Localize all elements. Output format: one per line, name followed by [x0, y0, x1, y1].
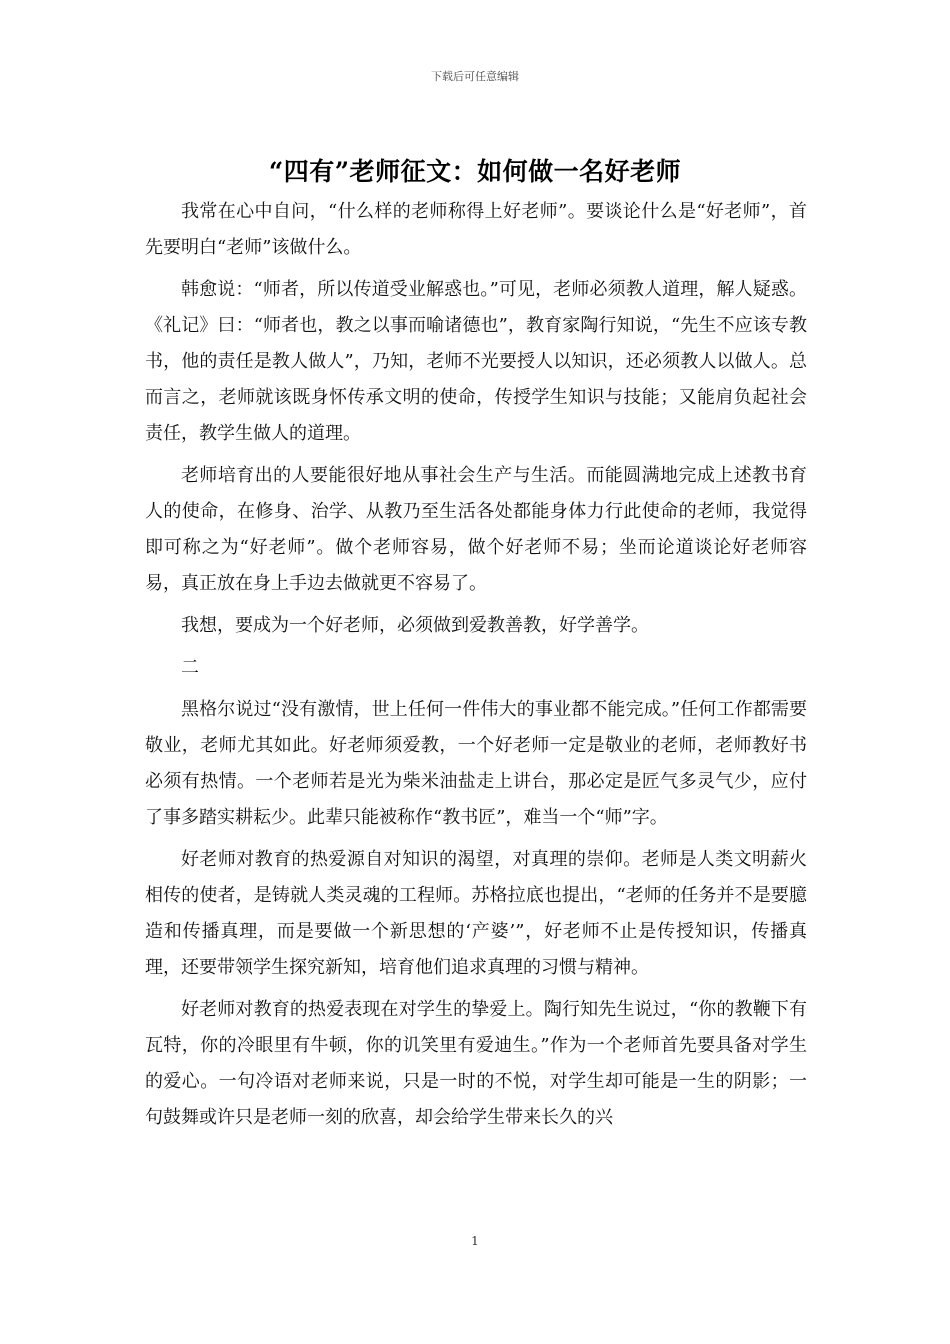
paragraph-1: 我常在心中自问，“什么样的老师称得上好老师”。要谈论什么是“好老师”，首先要明白“老师”该做什么。	[145, 201, 807, 258]
page-title: “四有”老师征文：如何做一名好老师	[268, 157, 682, 186]
paragraph-3: 老师培育出的人要能很好地从事社会生产与生活。而能圆满地完成上述教书育人的使命，在修身、治学、从教乃至生活各处都能身体力行此使命的老师，我觉得即可称之为“好老师”。做个老师容易，做个好老师不易；坐而论道谈论好老师容易，真正放在身上手边去做就更不容易了。	[145, 465, 807, 594]
paragraph-4: 我想，要成为一个好老师，必须做到爱教善教，好学善学。	[181, 615, 649, 636]
section-marker: 二	[181, 657, 199, 678]
paragraph-2: 韩愈说：“师者，所以传道受业解惑也。”可见，老师必须教人道理，解人疑惑。《礼记》曰：“师者也，教之以事而喻诸德也”，教育家陶行知说，“先生不应该专教书，他的责任是教人做人”，乃知，老师不光要授人以知识，还必须教人以做人。总而言之，老师就该既身怀传承文明的使命，传授学生知识与技能；又能肩负起社会责任，教学生做人的道理。	[145, 279, 807, 444]
header-note: 下载后可任意编辑	[431, 70, 519, 83]
paragraph-5: 黑格尔说过“没有激情，世上任何一件伟大的事业都不能完成。”任何工作都需要敬业，老师尤其如此。好老师须爱教，一个好老师一定是敬业的老师，老师教好书必须有热情。一个老师若是光为柴米油盐走上讲台，那必定是匠气多灵气少，应付了事多踏实耕耘少。此辈只能被称作“教书匠”，难当一个“师”字。	[145, 699, 807, 828]
paragraph-7: 好老师对教育的热爱表现在对学生的挚爱上。陶行知先生说过，“你的教鞭下有瓦特，你的冷眼里有牛顿，你的讥笑里有爱迪生。”作为一个老师首先要具备对学生的爱心。一句冷语对老师来说，只是一时的不悦，对学生却可能是一生的阴影；一句鼓舞或许只是老师一刻的欣喜，却会给学生带来长久的兴	[145, 999, 807, 1128]
paragraph-6: 好老师对教育的热爱源自对知识的渴望，对真理的崇仰。老师是人类文明薪火相传的使者，是铸就人类灵魂的工程师。苏格拉底也提出，“老师的任务并不是要臆造和传播真理，而是要做一个新思想的‘产婆’”，好老师不止是传授知识，传播真理，还要带领学生探究新知，培育他们追求真理的习惯与精神。	[145, 849, 807, 978]
document-body	[145, 194, 807, 1142]
page-number: 1	[471, 1234, 479, 1248]
